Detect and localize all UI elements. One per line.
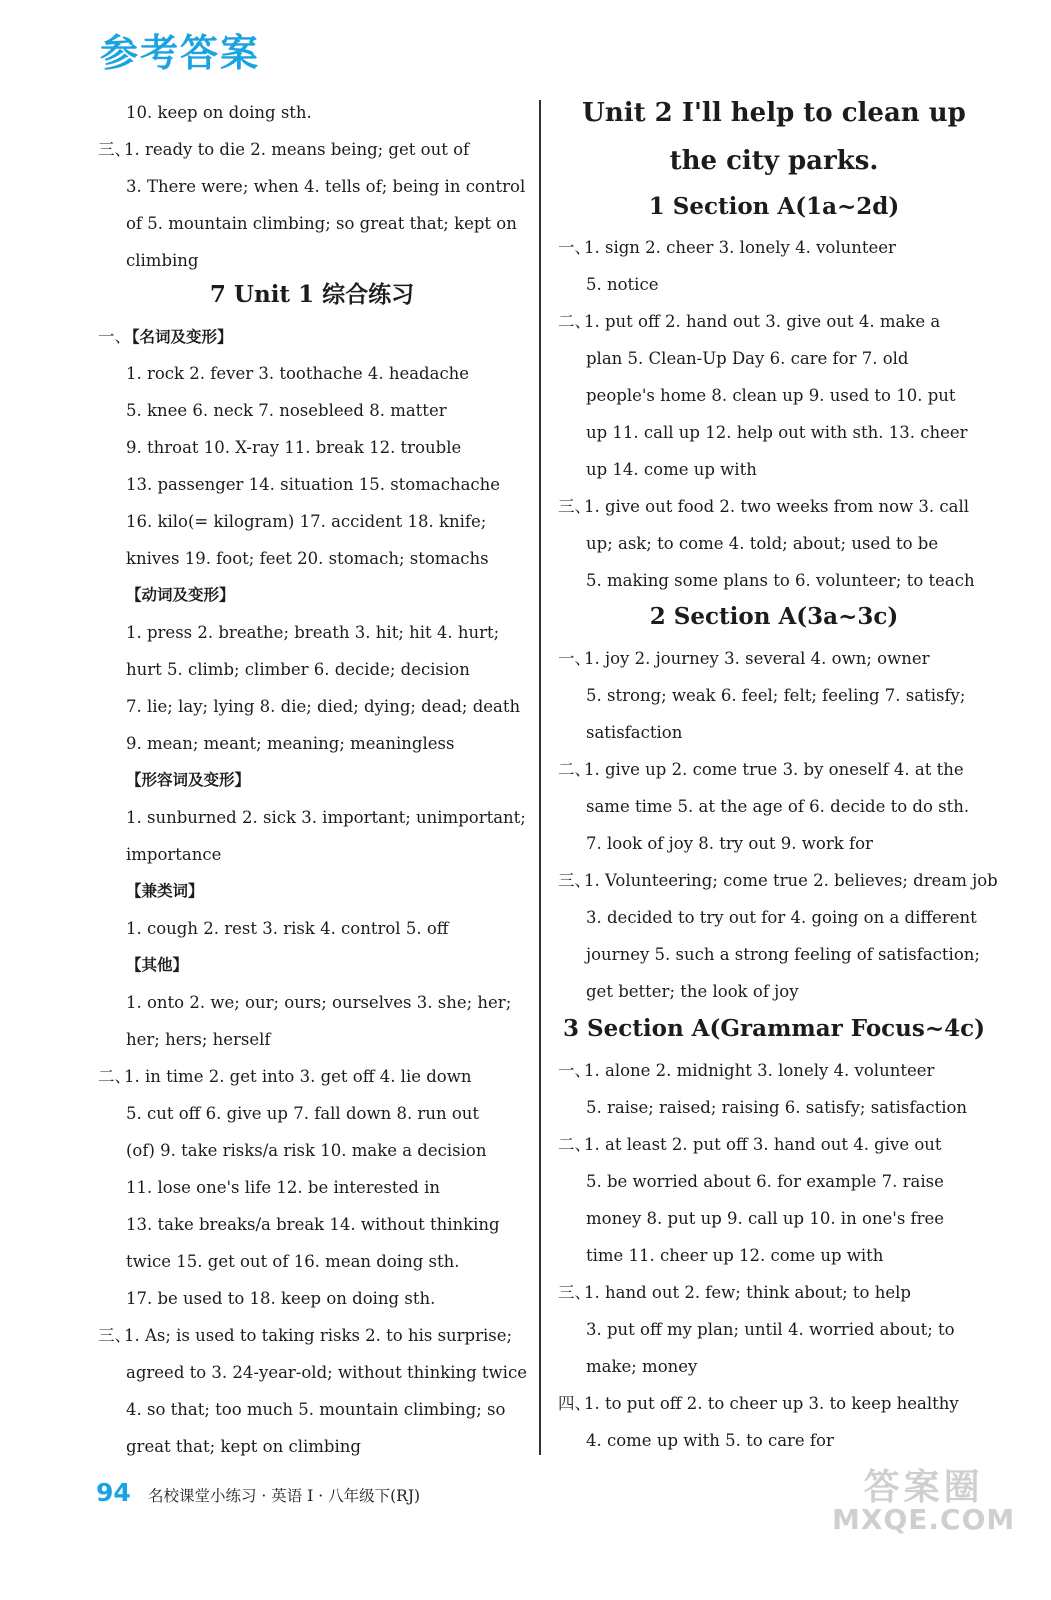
watermark-logo-text: 答案圈 xyxy=(863,1467,984,1508)
answer-line: 9. mean; meant; meaning; meaningless xyxy=(126,734,455,753)
answer-line: 1. rock 2. fever 3. toothache 4. headache xyxy=(126,364,470,383)
part-marker: 一、 xyxy=(558,1061,591,1080)
answer-line: 9. throat 10. X-ray 11. break 12. trouble xyxy=(126,438,462,457)
watermark-url: MXQE.COM xyxy=(832,1503,1016,1536)
section-title: 3 Section A(Grammar Focus~4c) xyxy=(562,1015,986,1042)
part-marker: 二、 xyxy=(558,760,591,779)
part-marker: 三、 xyxy=(558,1283,591,1302)
answer-line xyxy=(558,303,940,340)
answer-line: time 11. cheer up 12. come up with xyxy=(586,1246,884,1265)
part-marker: 一、 xyxy=(558,649,591,668)
answer-line: (of) 9. take risks/a risk 10. make a decision xyxy=(126,1141,487,1160)
answer-line xyxy=(558,1385,959,1422)
answer-line: 1. press 2. breathe; breath 3. hit; hit 4. hurt; xyxy=(126,623,500,642)
category-heading: 【名词及变形】 xyxy=(124,328,233,346)
answer-line xyxy=(98,318,233,355)
category-heading: 【其他】 xyxy=(126,956,189,974)
answer-text: 1. joy 2. journey 3. several 4. own; owner xyxy=(584,649,930,668)
section-title: 7 Unit 1 综合练习 xyxy=(209,281,415,308)
answer-line: 5. knee 6. neck 7. nosebleed 8. matter xyxy=(126,401,447,420)
answer-line xyxy=(558,751,964,788)
answer-line xyxy=(98,131,469,168)
answer-line: money 8. put up 9. call up 10. in one's free xyxy=(586,1209,945,1228)
answer-line: climbing xyxy=(126,251,199,270)
answer-line xyxy=(98,1317,512,1354)
answer-line: 11. lose one's life 12. be interested in xyxy=(126,1178,440,1197)
answer-line xyxy=(558,1052,934,1089)
category-heading: 【动词及变形】 xyxy=(126,586,235,604)
part-marker: 三、 xyxy=(98,1326,131,1345)
answer-line: 5. making some plans to 6. volunteer; to teach xyxy=(586,571,975,590)
answer-line: 3. decided to try out for 4. going on a different xyxy=(586,908,977,927)
answer-text: 1. at least 2. put off 3. hand out 4. give out xyxy=(584,1135,942,1154)
answer-line: 1. onto 2. we; our; ours; ourselves 3. she; her; xyxy=(126,993,512,1012)
answer-line: 17. be used to 18. keep on doing sth. xyxy=(126,1289,436,1308)
answer-line: up; ask; to come 4. told; about; used to be xyxy=(586,534,939,553)
answer-line: satisfaction xyxy=(586,723,683,742)
section-title: 2 Section A(3a~3c) xyxy=(649,603,899,630)
answer-line: 4. so that; too much 5. mountain climbing; so xyxy=(126,1400,506,1419)
answer-line: plan 5. Clean-Up Day 6. care for 7. old xyxy=(586,349,909,368)
answer-line xyxy=(558,1126,942,1163)
answer-text: 1. to put off 2. to cheer up 3. to keep healthy xyxy=(584,1394,959,1413)
answer-line: 5. cut off 6. give up 7. fall down 8. run out xyxy=(126,1104,480,1123)
section-title: 1 Section A(1a~2d) xyxy=(648,193,900,220)
part-marker: 三、 xyxy=(98,140,131,159)
answer-line: 4. come up with 5. to care for xyxy=(586,1431,834,1450)
answer-line: up 14. come up with xyxy=(586,460,757,479)
answer-line: great that; kept on climbing xyxy=(126,1437,361,1456)
unit-title: Unit 2 I'll help to clean up xyxy=(582,98,966,128)
answer-line: 5. notice xyxy=(586,275,659,294)
answer-line: 10. keep on doing sth. xyxy=(126,103,312,122)
answer-line: 5. be worried about 6. for example 7. raise xyxy=(586,1172,944,1191)
page-header-title: 参考答案 xyxy=(100,31,261,75)
category-heading: 【兼类词】 xyxy=(126,882,204,900)
answer-line: 7. look of joy 8. try out 9. work for xyxy=(586,834,873,853)
part-marker: 三、 xyxy=(558,871,591,890)
part-marker: 一、 xyxy=(98,327,131,346)
answer-text: 1. As; is used to taking risks 2. to his surprise; xyxy=(124,1326,513,1345)
answer-line: 13. take breaks/a break 14. without thinking xyxy=(126,1215,500,1234)
page-number: 94 xyxy=(96,1478,131,1507)
book-title: 名校课堂小练习 · 英语 I · 八年级下(RJ) xyxy=(148,1487,421,1505)
answer-line: make; money xyxy=(586,1357,698,1376)
answer-line: 13. passenger 14. situation 15. stomachache xyxy=(126,475,501,494)
answer-text: 1. hand out 2. few; think about; to help xyxy=(584,1283,911,1302)
answer-line: of 5. mountain climbing; so great that; kept on xyxy=(126,214,517,233)
answer-line: 5. strong; weak 6. feel; felt; feeling 7. satisfy; xyxy=(586,686,966,705)
answer-line: people's home 8. clean up 9. used to 10. put xyxy=(586,386,956,405)
answer-text: 1. give up 2. come true 3. by oneself 4. at the xyxy=(584,760,964,779)
answer-line: 1. cough 2. rest 3. risk 4. control 5. off xyxy=(126,919,449,938)
answer-line: 1. sunburned 2. sick 3. important; unimportant; xyxy=(126,808,526,827)
part-marker: 四、 xyxy=(558,1394,591,1413)
watermark xyxy=(832,1467,1016,1536)
answer-line: agreed to 3. 24-year-old; without thinking twice xyxy=(126,1363,527,1382)
answer-line: up 11. call up 12. help out with sth. 13. cheer xyxy=(586,423,968,442)
answer-line xyxy=(558,1274,911,1311)
answer-line: knives 19. foot; feet 20. stomach; stomachs xyxy=(126,549,489,568)
answer-line: hurt 5. climb; climber 6. decide; decision xyxy=(126,660,470,679)
answer-line: twice 15. get out of 16. mean doing sth. xyxy=(126,1252,460,1271)
answer-text: 1. ready to die 2. means being; get out of xyxy=(124,140,470,159)
answer-line xyxy=(558,488,969,525)
answer-line xyxy=(98,1058,472,1095)
answer-line: 16. kilo(= kilogram) 17. accident 18. knife; xyxy=(126,512,487,531)
answer-line: her; hers; herself xyxy=(126,1030,271,1049)
answer-text: 1. in time 2. get into 3. get off 4. lie down xyxy=(124,1067,472,1086)
part-marker: 二、 xyxy=(98,1067,131,1086)
part-marker: 二、 xyxy=(558,312,591,331)
answer-line xyxy=(558,862,998,899)
answer-text: 1. give out food 2. two weeks from now 3. call xyxy=(584,497,970,516)
part-marker: 二、 xyxy=(558,1135,591,1154)
part-marker: 一、 xyxy=(558,238,591,257)
part-marker: 三、 xyxy=(558,497,591,516)
answer-text: 1. put off 2. hand out 3. give out 4. make a xyxy=(584,312,941,331)
answer-line: same time 5. at the age of 6. decide to do sth. xyxy=(586,797,970,816)
unit-title: the city parks. xyxy=(669,146,879,176)
answer-line xyxy=(558,640,929,677)
answer-line xyxy=(558,229,896,266)
answer-line: journey 5. such a strong feeling of satisfaction; xyxy=(586,945,980,964)
answer-text: 1. alone 2. midnight 3. lonely 4. volunteer xyxy=(584,1061,935,1080)
answer-line: 3. put off my plan; until 4. worried about; to xyxy=(586,1320,955,1339)
answer-line: 3. There were; when 4. tells of; being in control xyxy=(126,177,526,196)
answer-line: 5. raise; raised; raising 6. satisfy; satisfaction xyxy=(586,1098,968,1117)
answer-text: 1. Volunteering; come true 2. believes; dream job xyxy=(584,871,998,890)
answer-line: get better; the look of joy xyxy=(586,982,799,1001)
answer-line: 7. lie; lay; lying 8. die; died; dying; dead; death xyxy=(126,697,521,716)
column-divider xyxy=(539,100,541,1455)
answer-line: importance xyxy=(126,845,222,864)
answer-text: 1. sign 2. cheer 3. lonely 4. volunteer xyxy=(584,238,896,257)
category-heading: 【形容词及变形】 xyxy=(126,771,251,789)
